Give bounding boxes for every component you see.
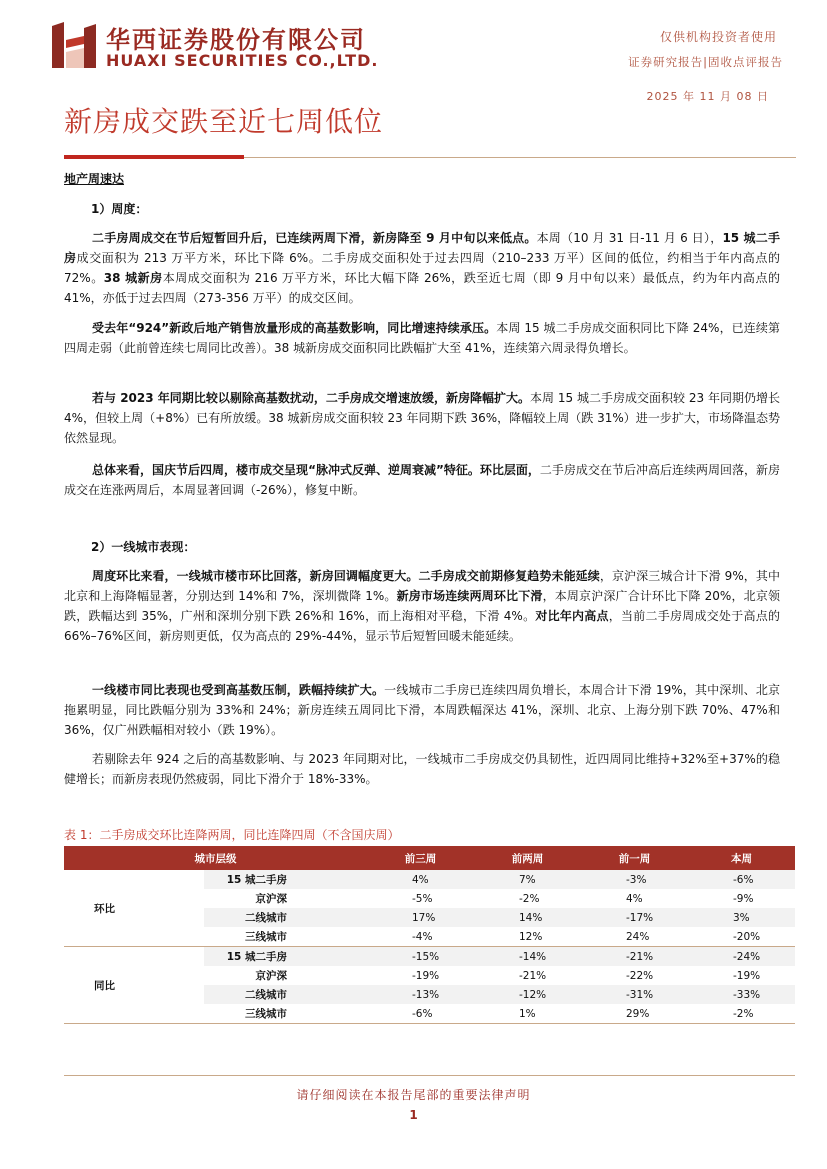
table-cell: -9%: [733, 892, 754, 905]
tier1-heading: 2）一线城市表现：: [91, 540, 196, 554]
weekly-paragraph-2: [64, 318, 780, 358]
weekly-p4-text: 二手房成交在节后冲高后连续两周回落，新房成交在连涨两周后，本周显著回调（-26%），修复中断。: [64, 463, 780, 497]
table-cell: -15%: [367, 947, 474, 967]
table-cell: 1%: [474, 1004, 581, 1024]
table-cell: -5%: [412, 892, 433, 905]
weekly-p2-text: 本周 15 城二手房成交面积同比下降 24%，已连续第四周走弱（此前曾连续七周同比改善）。38 城新房成交面积同比跌幅扩大至 41%，连续第六周录得负增长。: [64, 321, 781, 355]
weekly-paragraph-4: [64, 460, 780, 500]
tier1-p1-text2: ，本周京沪深广合计环比下降 20%，北京领跌，跌幅达到 35%，广州和深圳分别下跌 26%和 16%，而上海相对平稳，下滑 4%。: [64, 589, 780, 623]
tier1-p1-text3: ，当前二手房周成交处于高点的 66%–76%区间，新房则更低，仅为高点的 29%-44%，显示节后短暂回暖未能延续。: [64, 609, 780, 643]
table-header: 本周: [688, 846, 795, 870]
report-type: 证券研究报告|固收点评报告: [628, 55, 783, 69]
legal-notice: 请仔细阅读在本报告尾部的重要法律声明: [296, 1088, 531, 1102]
table-cell: 3%: [688, 908, 795, 927]
weekly-p4-lead: 总体来看，国庆节后四周，楼市成交呈现“脉冲式反弹、逆周衰减”特征。环比层面，: [92, 463, 540, 477]
table-cell: -3%: [581, 870, 688, 889]
table-cell: 17%: [367, 908, 474, 927]
table-cell: -21%: [519, 969, 547, 982]
weekly-p1-lead: 二手房周成交在节后短暂回升后，已连续两周下滑，新房降至 9 月中旬以来低点。: [92, 231, 537, 245]
weekly-p1-bold2: 15 城二手房: [64, 231, 780, 265]
title-divider: [244, 157, 796, 158]
table-cell: -24%: [688, 947, 795, 967]
tier1-p3-text: 若剔除去年 924 之后的高基数影响、与 2023 年同期对比，一线城市二手房成交仍具韧性，近四周同比维持+32%至+37%的稳健增长；而新房表现仍然疲弱，同比下滑介于 18%-33%。: [64, 752, 780, 786]
tier1-paragraph-2: [64, 680, 780, 740]
table-header: 城市层级: [64, 846, 367, 870]
weekly-p1-text3: 本周成交面积为 216 万平方米，环比大幅下降 26%，跌至近七周（即 9 月中旬以来）最低点，约为年内高点的 41%，亦低于过去四周（273-356 万平）的成交区间。: [64, 271, 780, 305]
weekly-p2-lead: 受去年“924”新政后地产销售放量形成的高基数影响，同比增速持续承压。: [92, 321, 497, 335]
table-cell: -21%: [581, 947, 688, 967]
row-label: 15 城二手房: [204, 947, 367, 967]
weekly-p1-bold3: 38 城新房: [103, 271, 163, 285]
group-label: 环比: [64, 870, 204, 947]
footer-divider: [64, 1075, 795, 1076]
row-label: 京沪深: [255, 893, 287, 905]
weekly-paragraph-3: [64, 388, 780, 448]
table-row: [64, 870, 795, 889]
report-date: 2025 年 11 月 08 日: [646, 90, 769, 103]
table-cell: -19%: [412, 969, 440, 982]
row-label: 三线城市: [204, 927, 367, 947]
weekly-heading: 1）周度：: [91, 202, 148, 216]
audience-note: 仅供机构投资者使用: [659, 30, 777, 44]
table-cell: -12%: [474, 985, 581, 1004]
title-divider-accent: [64, 155, 244, 159]
table-cell: -4%: [367, 927, 474, 947]
weekly-p3-text: 本周 15 城二手房成交面积较 23 年同期仍增长 4%，但较上周（+8%）已有所放缓。38 城新房成交面积较 23 年同期下跌 36%，降幅较上周（跌 31%）进一步扩大，市场降温态势依然显现。: [64, 391, 780, 445]
table-cell: 4%: [367, 870, 474, 889]
table-row: [64, 947, 795, 967]
table-cell: -6%: [688, 870, 795, 889]
row-label: 二线城市: [204, 908, 367, 927]
tier1-p1-text1: ，京沪深三城合计下滑 9%，其中北京和上海降幅显著，分别达到 14%和 7%，深圳微降 1%。: [64, 569, 780, 603]
table-header: 前两周: [474, 846, 581, 870]
page-title: 新房成交跌至近七周低位: [64, 105, 384, 138]
table-cell: -33%: [688, 985, 795, 1004]
table-cell: 24%: [581, 927, 688, 947]
table-cell: 7%: [474, 870, 581, 889]
table-cell: -20%: [688, 927, 795, 947]
tier1-p1-bold2: 新房市场连续两周环比下滑: [396, 589, 543, 603]
table-cell: -2%: [688, 1004, 795, 1024]
tier1-p2-lead: 一线楼市同比表现也受到高基数压制，跌幅持续扩大。: [92, 683, 385, 697]
table-cell: 29%: [581, 1004, 688, 1024]
company-name-en: HUAXI SECURITIES CO.,LTD.: [106, 51, 379, 70]
table-header: 前三周: [367, 846, 474, 870]
row-label: 15 城二手房: [204, 870, 367, 889]
table-cell: -6%: [367, 1004, 474, 1024]
row-label: 三线城市: [204, 1004, 367, 1024]
data-table: [64, 846, 795, 1024]
table-cell: 14%: [474, 908, 581, 927]
table-cell: -17%: [581, 908, 688, 927]
tier1-p1-lead: 周度环比来看，一线城市楼市环比回落，新房回调幅度更大。二手房成交前期修复趋势未能延续: [92, 569, 600, 583]
table-cell: -14%: [474, 947, 581, 967]
table-cell: 4%: [626, 892, 643, 905]
row-label: 二线城市: [204, 985, 367, 1004]
table-header: 前一周: [581, 846, 688, 870]
company-name-cn: 华西证券股份有限公司: [106, 26, 366, 54]
table-cell: -22%: [626, 969, 654, 982]
weekly-paragraph-1: [64, 228, 780, 308]
weekly-p1-text1: 本周（10 月 31 日-11 月 6 日），: [536, 231, 723, 245]
tier1-paragraph-3: [64, 749, 780, 789]
tier1-p2-text: 一线城市二手房已连续四周负增长，本周合计下滑 19%，其中深圳、北京拖累明显，同比跌幅分别为 33%和 24%；新房连续五周同比下滑，本周跌幅深达 41%，深圳、北京、上海分别下跌 70%、47%和 36%，仅广州跌幅相对较小（跌 19%）。: [64, 683, 780, 737]
table-cell: 12%: [474, 927, 581, 947]
table-cell: -2%: [519, 892, 540, 905]
weekly-p1-text2: 成交面积为 213 万平方米，环比下降 6%。二手房成交面积处于过去四周（210–233 万平）区间的低位，约相当于年内高点的 72%。: [64, 251, 780, 285]
huaxi-logo-icon: [50, 22, 98, 68]
tier1-paragraph-1: [64, 566, 780, 646]
table-header-row: [64, 846, 795, 870]
row-label: 京沪深: [255, 970, 287, 982]
group-label: 同比: [64, 947, 204, 1024]
page-number: 1: [409, 1108, 418, 1122]
weekly-p3-lead: 若与 2023 年同期比较以剔除高基数扰动，二手房成交增速放缓，新房降幅扩大。: [92, 391, 531, 405]
table-cell: -19%: [733, 969, 761, 982]
table-caption: 表 1：二手房成交环比连降两周，同比连降四周（不含国庆周）: [64, 828, 400, 842]
table-cell: -31%: [581, 985, 688, 1004]
table-cell: -13%: [367, 985, 474, 1004]
section-heading: 地产周速达: [64, 172, 125, 186]
tier1-p1-bold3: 对比年内高点: [535, 609, 609, 623]
